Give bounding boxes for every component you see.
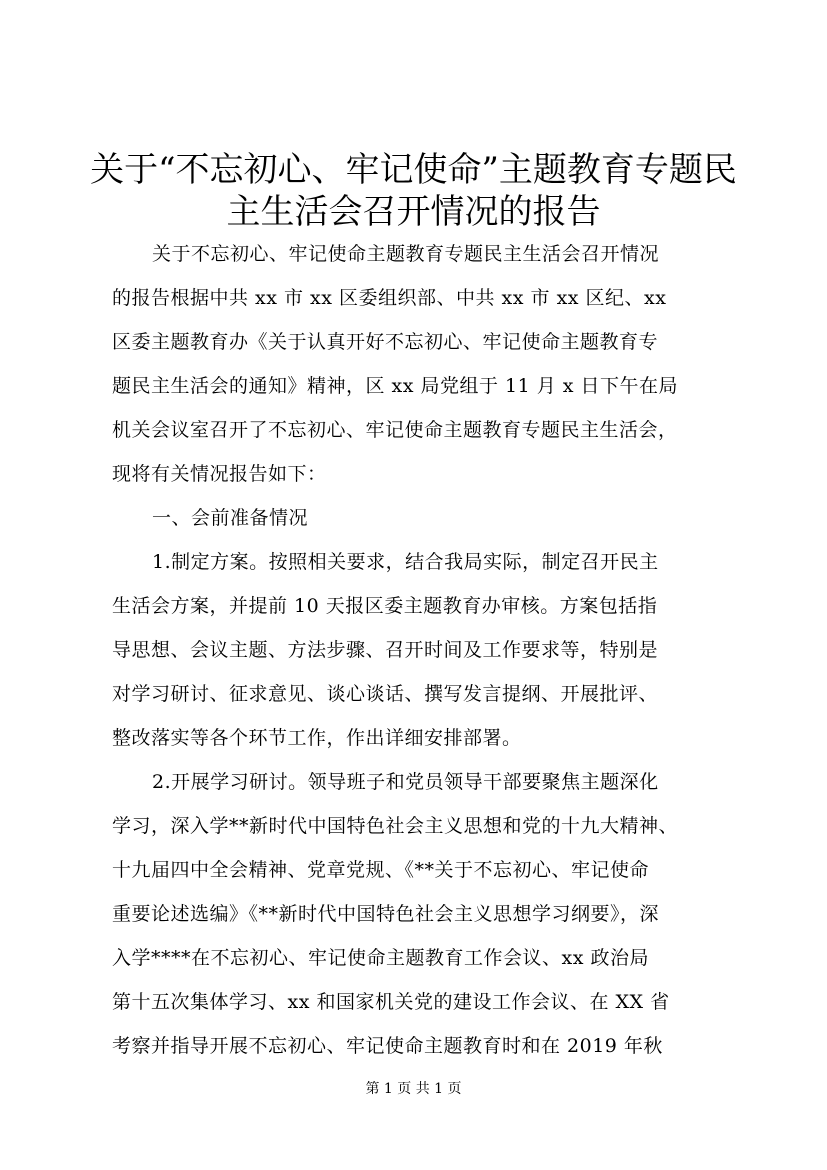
body-line: 的报告根据中共 xx 市 xx 区委组织部、中共 xx 市 xx 区纪、xx	[112, 287, 667, 309]
body-line: 2.开展学习研讨。领导班子和党员领导干部要聚焦主题深化	[152, 771, 659, 793]
body-line: 第十五次集体学习、xx 和国家机关党的建设工作会议、在 XX 省	[112, 991, 670, 1013]
body-line: 1.制定方案。按照相关要求，结合我局实际，制定召开民主	[152, 551, 659, 573]
body-line: 学习，深入学**新时代中国特色社会主义思想和党的十九大精神、	[112, 815, 679, 837]
body-line: 重要论述选编》《**新时代中国特色社会主义思想学习纲要》，深	[112, 903, 660, 925]
body-line: 现将有关情况报告如下：	[112, 463, 327, 485]
document-body	[112, 232, 732, 1068]
body-line: 区委主题教育办《关于认真开好不忘初心、牢记使命主题教育专	[112, 331, 659, 353]
document-title-line-1: 关于“不忘初心、牢记使命”主题教育专题民	[90, 150, 737, 190]
page-footer: 第 1 页 共 1 页	[365, 1081, 462, 1097]
body-line: 生活会方案，并提前 10 天报区委主题教育办审核。方案包括指	[112, 595, 658, 617]
body-line: 题民主生活会的通知》精神，区 xx 局党组于 11 月 x 日下午在局	[112, 375, 679, 397]
body-line: 十九届四中全会精神、党章党规、《**关于不忘初心、牢记使命	[112, 859, 650, 881]
body-line: 关于不忘初心、牢记使命主题教育专题民主生活会召开情况	[152, 243, 660, 265]
body-line: 对学习研讨、征求意见、谈心谈话、撰写发言提纲、开展批评、	[112, 683, 659, 705]
document-title-line-2: 主生活会召开情况的报告	[226, 192, 601, 232]
body-line: 机关会议室召开了不忘初心、牢记使命主题教育专题民主生活会，	[112, 419, 678, 441]
body-line: 入学****在不忘初心、牢记使命主题教育工作会议、xx 政治局	[112, 947, 649, 969]
body-line: 导思想、会议主题、方法步骤、召开时间及工作要求等，特别是	[112, 639, 659, 661]
body-line: 整改落实等各个环节工作，作出详细安排部署。	[112, 727, 522, 749]
section-heading: 一、会前准备情况	[152, 507, 309, 529]
body-line: 考察并指导开展不忘初心、牢记使命主题教育时和在 2019 年秋	[112, 1035, 663, 1057]
